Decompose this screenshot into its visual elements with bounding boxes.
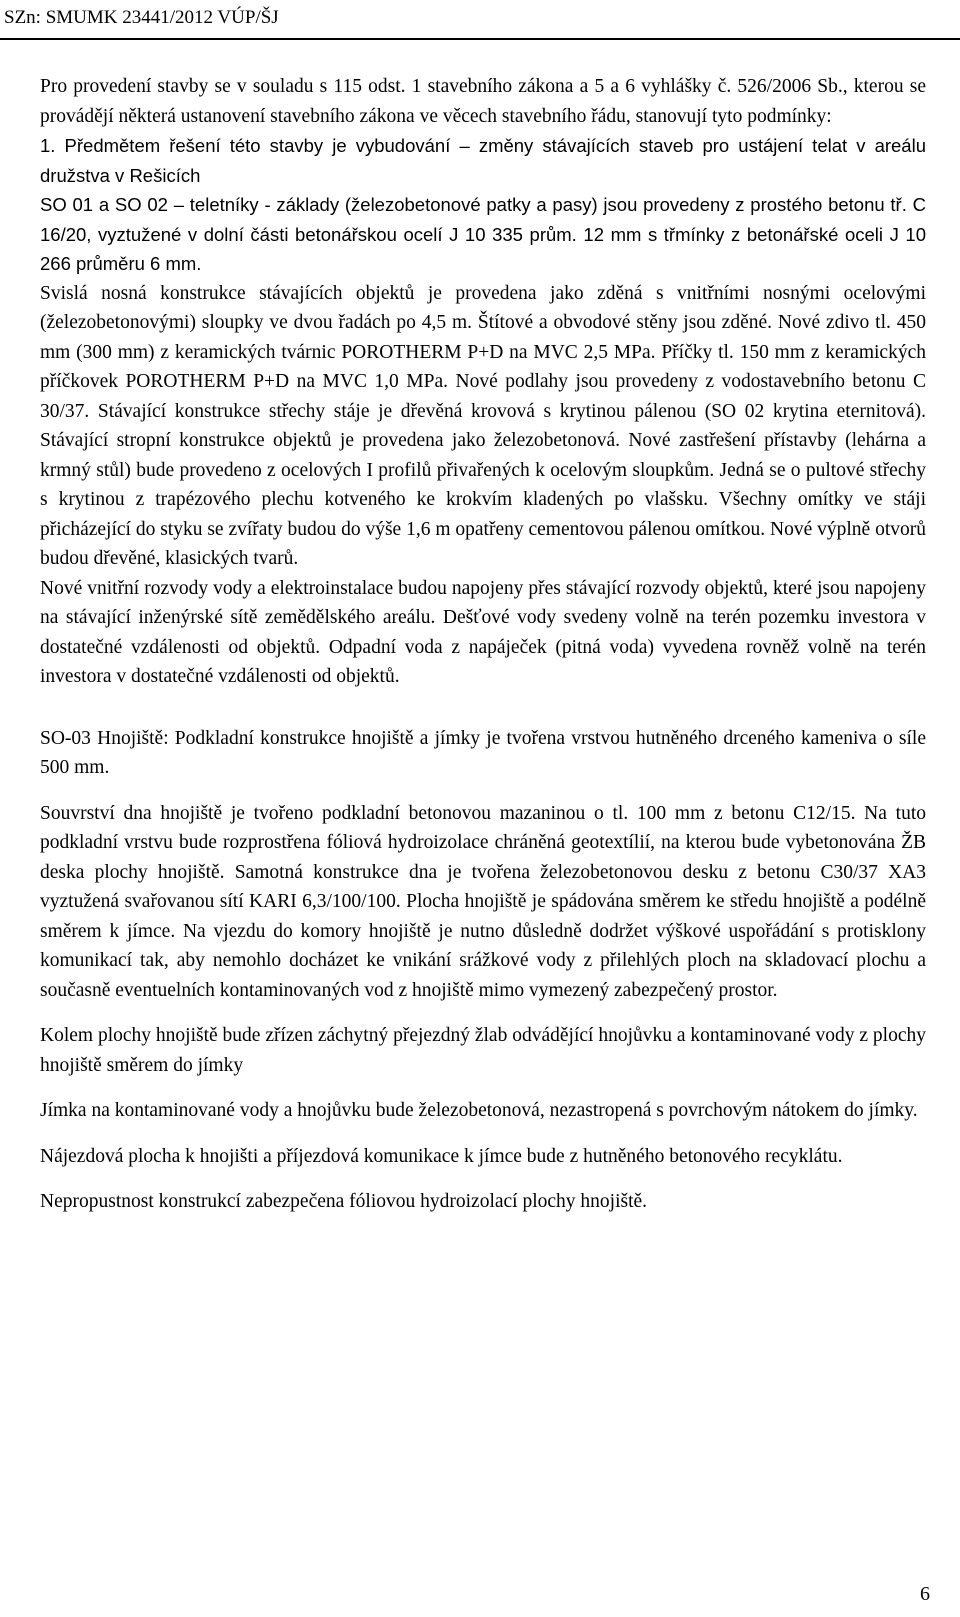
condition-1-utilities: Nové vnitřní rozvody vody a elektroinstalace budou napojeny přes stávající rozvody objektů, které jsou napojeny na stávající inženýrské sítě zemědělského areálu. Dešťové vody svedeny volně na terén pozemku investora v dostatečné vzdálenosti od objektů. Odpadní voda z napáječek (pitná voda) vyvedena rovněž volně na terén investora v dostatečné vzdálenosti od objektů. — [40, 577, 926, 687]
header-divider — [0, 38, 960, 40]
condition-1-structure: Svislá nosná konstrukce stávajících objektů je provedena jako zděná s vnitřními nosnými ocelovými (železobetonovými) sloupky ve dvou řadách po 4,5 m. Štítové a obvodové stěny jsou zděné. Nové zdivo tl. 450 mm (300 mm) z keramických tvárnic POROTHERM P+D na MVC 2,5 MPa. Příčky tl. 150 mm z keramických příčkovek POROTHERM P+D na MVC 1,0 MPa. Nové podlahy jsou provedeny z vodostavebního betonu C 30/37. Stávající konstrukce střechy stáje je dřevěná krovová s krytinou pálenou (SO 02 krytina eternitová). Stávající stropní konstrukce objektů je provedena jako železobetonová. Nové zastřešení přístavby (lehárna a krmný stůl) bude provedeno z ocelových I profilů přivařených k ocelovým sloupkům. Jedná se o pultové střechy s krytinou z trapézového plechu kotveného ke krokvím kladených po vlašsku. Všechny omítky ve stáji přicházející do styku se zvířaty budou do výše 1,6 m opatřeny cementovou pálenou omítkou. Nové výplně otvorů budou dřevěné, klasických tvarů. — [40, 282, 926, 569]
so03-paragraph-4: Jímka na kontaminované vody a hnojůvku bude železobetonová, nezastropená s povrchovým nátokem do jímky. — [40, 1100, 918, 1121]
document-body — [40, 72, 926, 1217]
condition-1-foundations — [40, 190, 926, 279]
condition-1-heading — [40, 131, 926, 190]
page-number: 6 — [920, 1583, 930, 1605]
so03-paragraph-3: Kolem plochy hnojiště bude zřízen záchytný přejezdný žlab odvádějící hnojůvku a kontaminované vody z plochy hnojiště směrem do jímky — [40, 1025, 926, 1076]
so03-paragraph-2: Souvrství dna hnojiště je tvořeno podkladní betonovou mazaninou o tl. 100 mm z betonu C12/15. Na tuto podkladní vrstvu bude rozprostřena fóliová hydroizolace chráněná geotextílií, na kterou bude vybetonována ŽB deska plochy hnojiště. Samotná konstrukce dna je tvořena železobetonovou desku z betonu C30/37 XA3 vyztužená svařovanou sítí KARI 6,3/100/100. Plocha hnojiště je spádována směrem ke středu hnojiště a podélně směrem k jímce. Na vjezdu do komory hnojiště je nutno důsledně dodržet výškové uspořádání s protisklony komunikací tak, aby nemohlo docházet ke vnikání srážkové vody z přilehlých ploch na skladovací plochu a současně eventuelních kontaminovaných vod z hnojiště mimo vymezený zabezpečený prostor. — [40, 802, 926, 1001]
document-reference-header: SZn: SMUMK 23441/2012 VÚP/ŠJ — [4, 7, 279, 28]
condition-number: 1. — [40, 135, 56, 156]
so03-paragraph-6: Nepropustnost konstrukcí zabezpečena fóliovou hydroizolací plochy hnojiště. — [40, 1191, 648, 1212]
so03-paragraph-5: Nájezdová plocha k hnojišti a příjezdová komunikace k jímce bude z hutněného betonového recyklátu. — [40, 1145, 843, 1167]
condition-1-line1: Předmětem řešení této stavby je vybudování – změny stávajících staveb pro ustájení telat v areálu družstva v Rešicích — [40, 135, 926, 186]
foundations-sans-text: SO 01 a SO 02 – teletníky - základy (železobetonové patky a pasy) jsou provedeny z prostého betonu tř. C 16/20, vyztužené v dolní části betonářskou ocelí J 10 335 prům. 12 mm s třmínky z betonářské oceli J 10 266 průměru 6 mm. — [40, 194, 926, 274]
so03-paragraph-1: SO-03 Hnojiště: Podkladní konstrukce hnojiště a jímky je tvořena vrstvou hutněného drceného kameniva o síle 500 mm. — [40, 727, 926, 778]
intro-paragraph: Pro provedení stavby se v souladu s 115 odst. 1 stavebního zákona a 5 a 6 vyhlášky č. 526/2006 Sb., kterou se provádějí některá ustanovení stavebního zákona ve věcech stavebního řádu, stanovují tyto podmínky: — [40, 76, 926, 127]
